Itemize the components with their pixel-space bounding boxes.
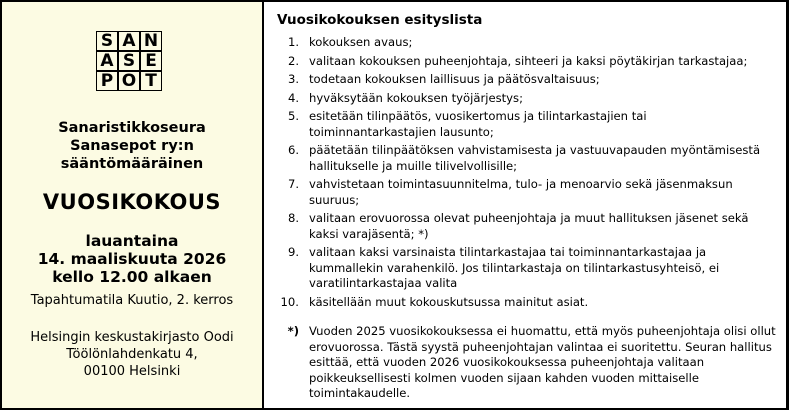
org-line: Sanasepot ry:n xyxy=(70,138,194,154)
meeting-info-panel xyxy=(0,0,264,410)
agenda-item-text: valitaan erovuorossa olevat puheenjohtaja ja muut hallituksen jäsenet sekä kaksi varajäsentä; *) xyxy=(309,211,749,241)
address-line: 00100 Helsinki xyxy=(83,364,181,379)
meeting-datetime xyxy=(2,232,262,286)
agenda-item-number: 4. xyxy=(287,90,299,105)
address xyxy=(2,329,262,380)
organization-heading xyxy=(2,119,262,173)
agenda-item-number: 3. xyxy=(287,72,299,86)
agenda-item-text: valitaan kaksi varsinaista tilintarkastajaa tai toiminnantarkastajaa ja kummallekin varahenkilö. Jos tilintarkastaja on tilintarkastusyhteisö, ei varatilintarkastajaa valita xyxy=(309,245,720,290)
datetime-line: lauantaina xyxy=(85,232,179,250)
agenda-item-number: 8. xyxy=(287,211,299,225)
footnote xyxy=(277,324,777,402)
sanasepot-logo xyxy=(96,31,162,91)
agenda-panel xyxy=(264,0,789,410)
agenda-item xyxy=(277,35,777,51)
agenda-item-number: 1. xyxy=(287,35,299,49)
logo-letter: A xyxy=(96,51,118,71)
address-line: Töölönlahdenkatu 4, xyxy=(66,347,198,362)
agenda-title: Vuosikokouksen esityslista xyxy=(277,12,483,28)
agenda-item xyxy=(277,177,777,208)
agenda-item-text: kokouksen avaus; xyxy=(309,35,413,49)
agenda-item xyxy=(277,211,777,242)
footnote-mark: *) xyxy=(287,324,299,338)
agenda-item xyxy=(277,109,777,140)
org-line: sääntömääräinen xyxy=(60,156,204,172)
agenda-item xyxy=(277,295,777,311)
agenda-item-text: hyväksytään kokouksen työjärjestys; xyxy=(309,90,523,105)
agenda-item xyxy=(277,91,777,107)
agenda-item xyxy=(277,72,777,88)
logo-letter: T xyxy=(140,71,162,91)
datetime-line: kello 12.00 alkaen xyxy=(52,268,212,286)
agenda-item-text: vahvistetaan toimintasuunnitelma, tulo- ja menoarvio sekä jäsenmaksun suuruus; xyxy=(309,177,733,207)
agenda-item-text: käsitellään muut kokouskutsussa mainitut asiat. xyxy=(309,294,589,309)
address-line: Helsingin keskustakirjasto Oodi xyxy=(30,330,234,345)
agenda-item-number: 5. xyxy=(287,109,299,123)
agenda-list xyxy=(277,35,777,313)
agenda-item xyxy=(277,54,777,70)
agenda-item-text: valitaan kokouksen puheenjohtaja, sihteeri ja kaksi pöytäkirjan tarkastajaa; xyxy=(309,53,748,68)
agenda-item-text: todetaan kokouksen laillisuus ja päätösvaltaisuus; xyxy=(309,72,600,86)
logo-letter: P xyxy=(96,71,118,91)
logo-letter: O xyxy=(118,71,140,91)
agenda-item xyxy=(277,143,777,174)
org-line: Sanaristikkoseura xyxy=(58,120,206,136)
logo-letter: N xyxy=(140,31,162,51)
agenda-item-text: esitetään tilinpäätös, vuosikertomus ja tilintarkastajien tai toiminnantarkastajien lausunto; xyxy=(309,109,647,139)
agenda-item-number: 6. xyxy=(287,143,299,157)
logo-letter: S xyxy=(118,51,140,71)
logo-letter: S xyxy=(96,31,118,51)
agenda-item-text: päätetään tilinpäätöksen vahvistamisesta ja vastuuvapauden myöntämisestä hallitukselle ja muille tilivelvollisille; xyxy=(309,143,761,173)
datetime-line: 14. maaliskuuta 2026 xyxy=(37,250,227,268)
logo-letter: E xyxy=(140,51,162,71)
logo-letter: A xyxy=(118,31,140,51)
meeting-title: VUOSIKOKOUS xyxy=(42,190,222,214)
agenda-item-number: 7. xyxy=(287,177,299,191)
agenda-item-number: 9. xyxy=(287,245,299,259)
agenda-item-number: 10. xyxy=(280,294,299,309)
agenda-item xyxy=(277,245,777,292)
footnote-text: Vuoden 2025 vuosikokouksessa ei huomattu, että myös puheenjohtaja olisi ollut erovuorossa. Tästä syystä puheenjohtajan valintaa ei suoritettu. Seuran hallitus esittää, että vuoden 2026 vuosikokouksessa puheenjohtaja valitaan poikkeuksellisesti kolmen vuoden sijaan kahden vuoden mittaiselle toimintakaudelle. xyxy=(309,324,776,400)
venue: Tapahtumatila Kuutio, 2. kerros xyxy=(30,293,234,308)
agenda-item-number: 2. xyxy=(287,53,299,68)
